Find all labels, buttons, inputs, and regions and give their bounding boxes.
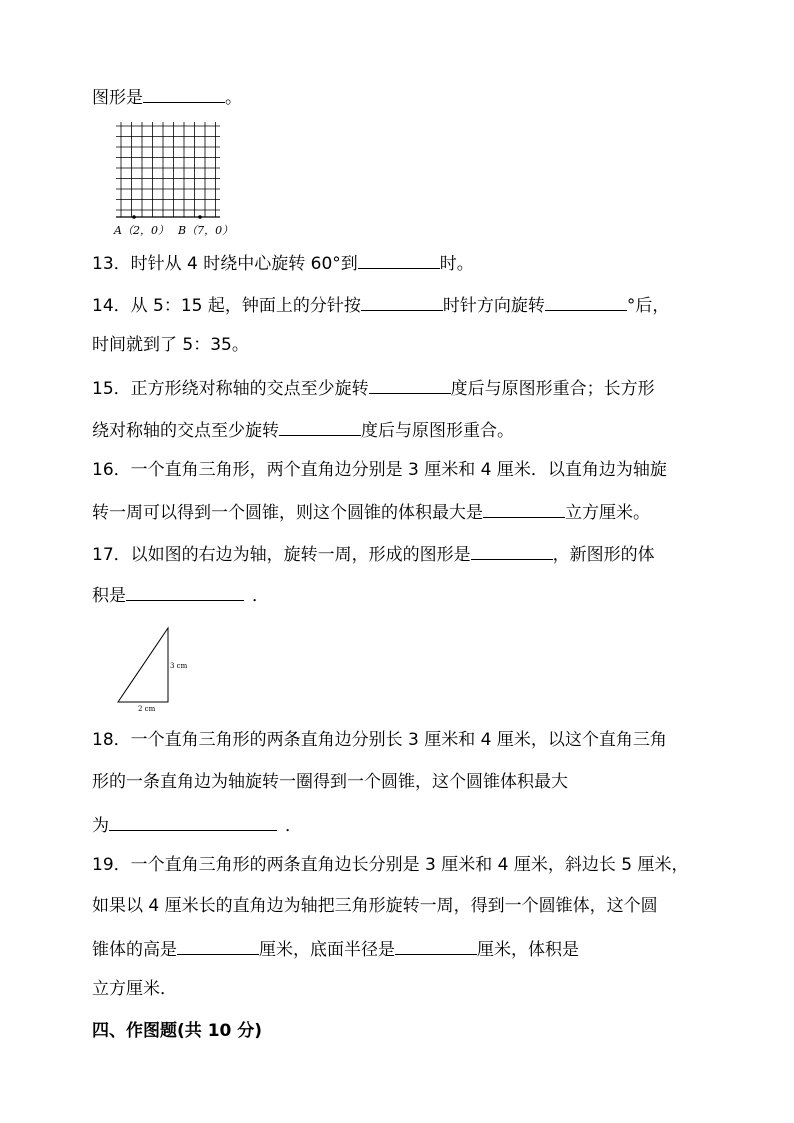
question-17-line-1: 17．以如图的右边为轴，旋转一周，形成的图形是 ，新图形的体 [92,545,655,565]
question-13: 13．时针从 4 时绕中心旋转 60°到 时。 [92,254,474,274]
question-18-line-2: 形的一条直角边为轴旋转一圈得到一个圆锥，这个圆锥体积最大 [92,772,568,792]
triangle-figure [112,622,222,714]
answer-blank[interactable] [358,252,440,269]
answer-blank[interactable] [279,419,361,436]
answer-blank[interactable] [471,543,553,560]
question-16-line-1: 16．一个直角三角形，两个直角边分别是 3 厘米和 4 厘米．以直角边为轴旋 [92,460,667,480]
question-14-line-2: 时间就到了 5：35。 [92,335,249,355]
point-b [198,215,202,219]
answer-blank[interactable] [126,584,244,601]
question-19-line-4: 立方厘米． [92,979,177,999]
answer-blank[interactable] [369,377,451,394]
question-15-line-1: 15．正方形绕对称轴的交点至少旋转 度后与原图形重合；长方形 [92,379,655,399]
question-18-line-1: 18．一个直角三角形的两条直角边分别长 3 厘米和 4 厘米，以这个直角三角 [92,730,667,750]
answer-blank[interactable] [177,938,259,955]
question-17-line-2: 积是 ． [92,586,269,606]
answer-blank[interactable] [109,814,277,831]
question-14-line-1: 14．从 5：15 起，钟面上的分针按 时针方向旋转 °后， [92,296,670,316]
answer-blank[interactable] [395,938,477,955]
question-19-line-3: 锥体的高是 厘米，底面半径是 厘米，体积是 [92,940,579,960]
point-b-label: B（7，0） [178,224,234,237]
point-a [132,215,136,219]
side-length-label: 3 cm [170,662,188,670]
grid-figure [112,118,236,240]
answer-blank[interactable] [361,294,443,311]
base-length-label: 2 cm [138,705,156,713]
right-triangle [118,628,168,702]
question-16-line-2: 转一周可以得到一个圆锥，则这个圆锥的体积最大是 立方厘米。 [92,503,650,523]
point-a-label: A（2，0） [114,224,169,237]
question-15-line-2: 绕对称轴的交点至少旋转 度后与原图形重合。 [92,421,514,441]
answer-blank[interactable] [545,294,627,311]
q12-tail-line: 图形是 。 [92,88,242,108]
answer-blank[interactable] [483,501,565,518]
answer-blank[interactable] [143,86,225,103]
question-19-line-2: 如果以 4 厘米长的直角边为轴把三角形旋转一周，得到一个圆锥体，这个圆 [92,896,658,916]
question-19-line-1: 19．一个直角三角形的两条直角边长分别是 3 厘米和 4 厘米，斜边长 5 厘米， [92,855,689,875]
section-heading: 四、作图题(共 10 分) [92,1021,263,1041]
question-18-line-3: 为 ． [92,816,302,836]
